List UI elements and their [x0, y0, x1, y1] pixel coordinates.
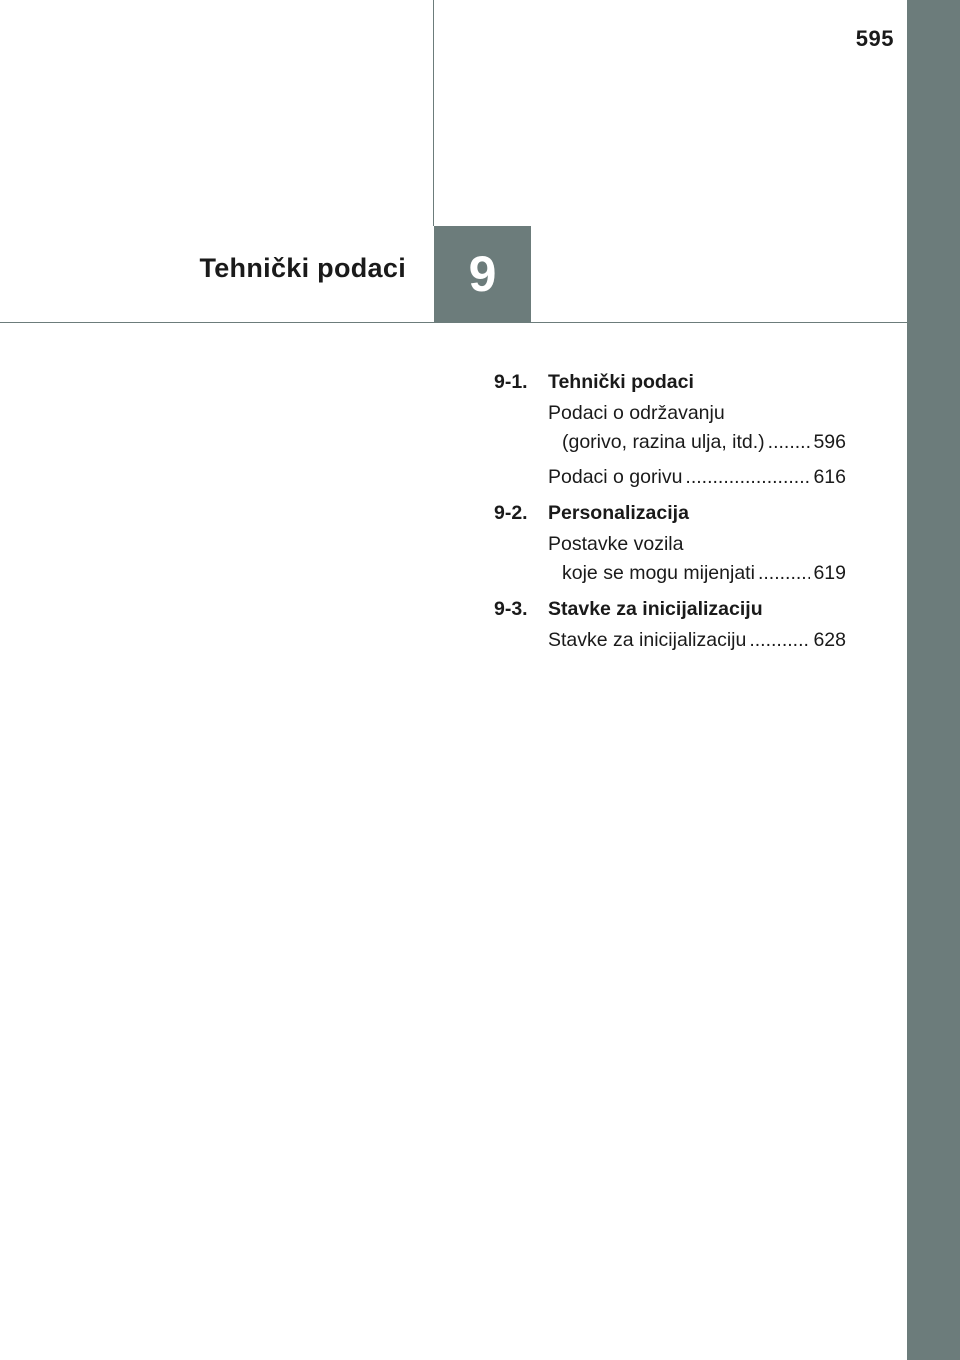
- entry-title-line2: (gorivo, razina ulja, itd.): [562, 431, 765, 453]
- chapter-number: 9: [468, 246, 497, 302]
- toc-entry-podaci-o-odrzavanju[interactable]: [548, 399, 846, 457]
- vertical-rule: [433, 0, 434, 226]
- leader-dots: [749, 626, 810, 655]
- entry-page-number: 616: [813, 466, 846, 488]
- chapter-title: Tehnički podaci: [199, 253, 406, 283]
- chapter-number-box: [434, 226, 531, 322]
- toc-entry-podaci-o-gorivu[interactable]: [548, 463, 846, 492]
- entry-page-number: 619: [813, 562, 846, 584]
- section-title: Stavke za inicijalizaciju: [548, 598, 763, 620]
- entry-title: Podaci o gorivu: [548, 466, 683, 488]
- toc-section-9-3: [494, 595, 846, 624]
- toc-section-9-2: [494, 499, 846, 528]
- entry-title-line1: Postavke vozila: [548, 533, 684, 555]
- leader-dots: [758, 559, 811, 588]
- side-chapter-tab: [907, 0, 960, 1360]
- entry-page-number: 628: [813, 629, 846, 651]
- table-of-contents: [494, 368, 846, 655]
- entry-page-number: 596: [813, 431, 846, 453]
- section-title: Tehnički podaci: [548, 371, 694, 393]
- toc-entry-stavke-za-inicijalizaciju[interactable]: [548, 626, 846, 655]
- leader-dots: [685, 463, 810, 492]
- toc-entry-postavke-vozila[interactable]: [548, 530, 846, 588]
- section-title: Personalizacija: [548, 502, 689, 524]
- page-number: 595: [855, 26, 894, 51]
- horizontal-rule: [0, 322, 907, 323]
- section-number: 9-3.: [494, 598, 528, 620]
- section-number: 9-1.: [494, 371, 528, 393]
- leader-dots: [768, 428, 811, 457]
- entry-title-line2: koje se mogu mijenjati: [562, 562, 755, 584]
- section-number: 9-2.: [494, 502, 528, 524]
- entry-title-line1: Podaci o održavanju: [548, 402, 725, 424]
- toc-section-9-1: [494, 368, 846, 397]
- entry-title: Stavke za inicijalizaciju: [548, 629, 747, 651]
